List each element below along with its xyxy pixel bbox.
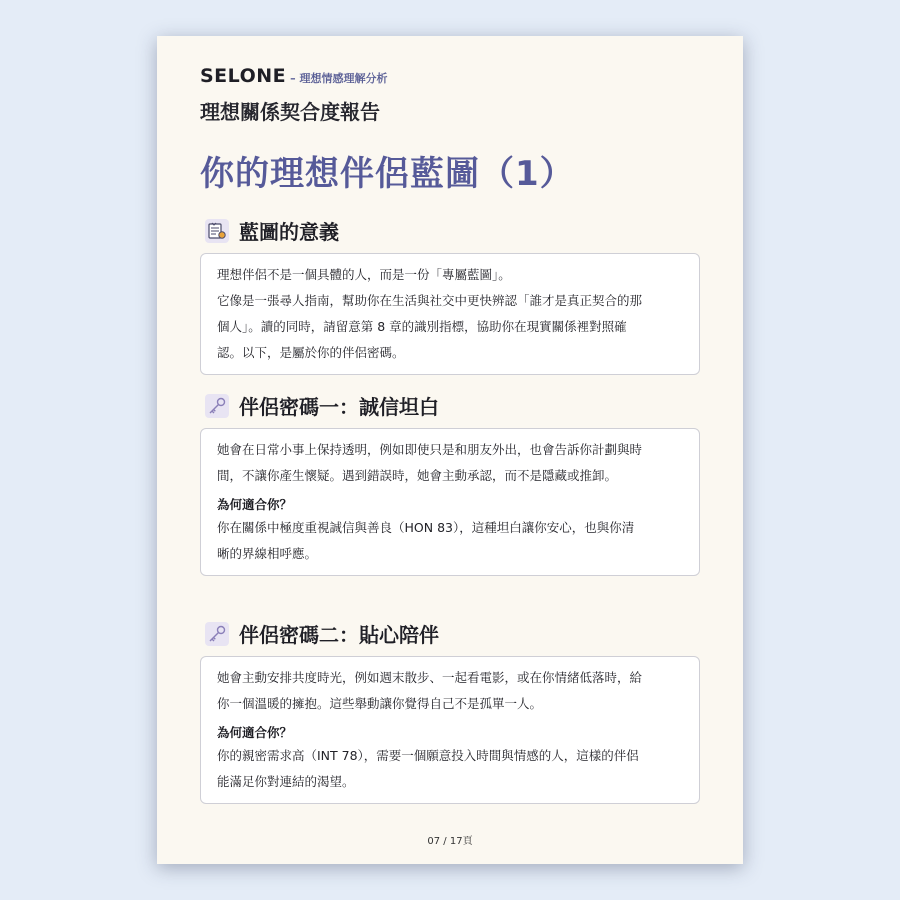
section-heading-code-two bbox=[205, 619, 439, 648]
section-heading-label: 伴侶密碼二：貼心陪伴 bbox=[239, 623, 439, 647]
text-line: 晰的界線相呼應。 bbox=[217, 546, 318, 561]
section-heading-label: 藍圖的意義 bbox=[239, 220, 339, 244]
section-card-blueprint bbox=[200, 253, 700, 375]
why-label: 為何適合你？ bbox=[217, 497, 293, 512]
brand-logo: SELONE bbox=[200, 65, 287, 87]
document-page bbox=[157, 36, 743, 864]
section-heading-label: 伴侶密碼一：誠信坦白 bbox=[239, 395, 439, 419]
section-heading-blueprint bbox=[205, 216, 339, 245]
page-title: 你的理想伴侶藍圖（1） bbox=[200, 154, 575, 194]
text-line: 你一個溫暖的擁抱。這些舉動讓你覺得自己不是孤單一人。 bbox=[217, 696, 543, 711]
key-icon bbox=[205, 394, 229, 418]
page-number: 07 / 17頁 bbox=[427, 836, 473, 847]
text-line: 你的親密需求高（INT 78），需要一個願意投入時間與情感的人，這樣的伴侶 bbox=[217, 748, 639, 763]
text-line: 個人」。讀的同時，請留意第 8 章的識別指標，協助你在現實關係裡對照確 bbox=[217, 319, 627, 334]
section-heading-code-one bbox=[205, 391, 439, 420]
text-line: 她會在日常小事上保持透明，例如即使只是和朋友外出，也會告訴你計劃與時 bbox=[217, 442, 643, 457]
text-line: 間，不讓你產生懷疑。遇到錯誤時，她會主動承認，而不是隱藏或推卸。 bbox=[217, 468, 618, 483]
text-line: 你在關係中極度重視誠信與善良（HON 83），這種坦白讓你安心，也與你清 bbox=[217, 520, 635, 535]
text-line: 她會主動安排共度時光，例如週末散步、一起看電影，或在你情緒低落時，給 bbox=[217, 670, 643, 685]
key-icon bbox=[205, 622, 229, 646]
report-title: 理想關係契合度報告 bbox=[200, 100, 380, 124]
section-card-code-one bbox=[200, 428, 700, 576]
text-line: 能滿足你對連結的渴望。 bbox=[217, 774, 355, 789]
text-line: 它像是一張尋人指南，幫助你在生活與社交中更快辨認「誰才是真正契合的那 bbox=[217, 293, 643, 308]
text-line: 理想伴侶不是一個具體的人，而是一份「專屬藍圖」。 bbox=[217, 267, 511, 282]
brand-header bbox=[200, 65, 387, 87]
blueprint-icon bbox=[205, 219, 229, 243]
why-label: 為何適合你？ bbox=[217, 725, 293, 740]
section-card-code-two bbox=[200, 656, 700, 804]
brand-tagline: – 理想情感理解分析 bbox=[290, 72, 388, 85]
text-line: 認。以下，是屬於你的伴侶密碼。 bbox=[217, 345, 405, 360]
